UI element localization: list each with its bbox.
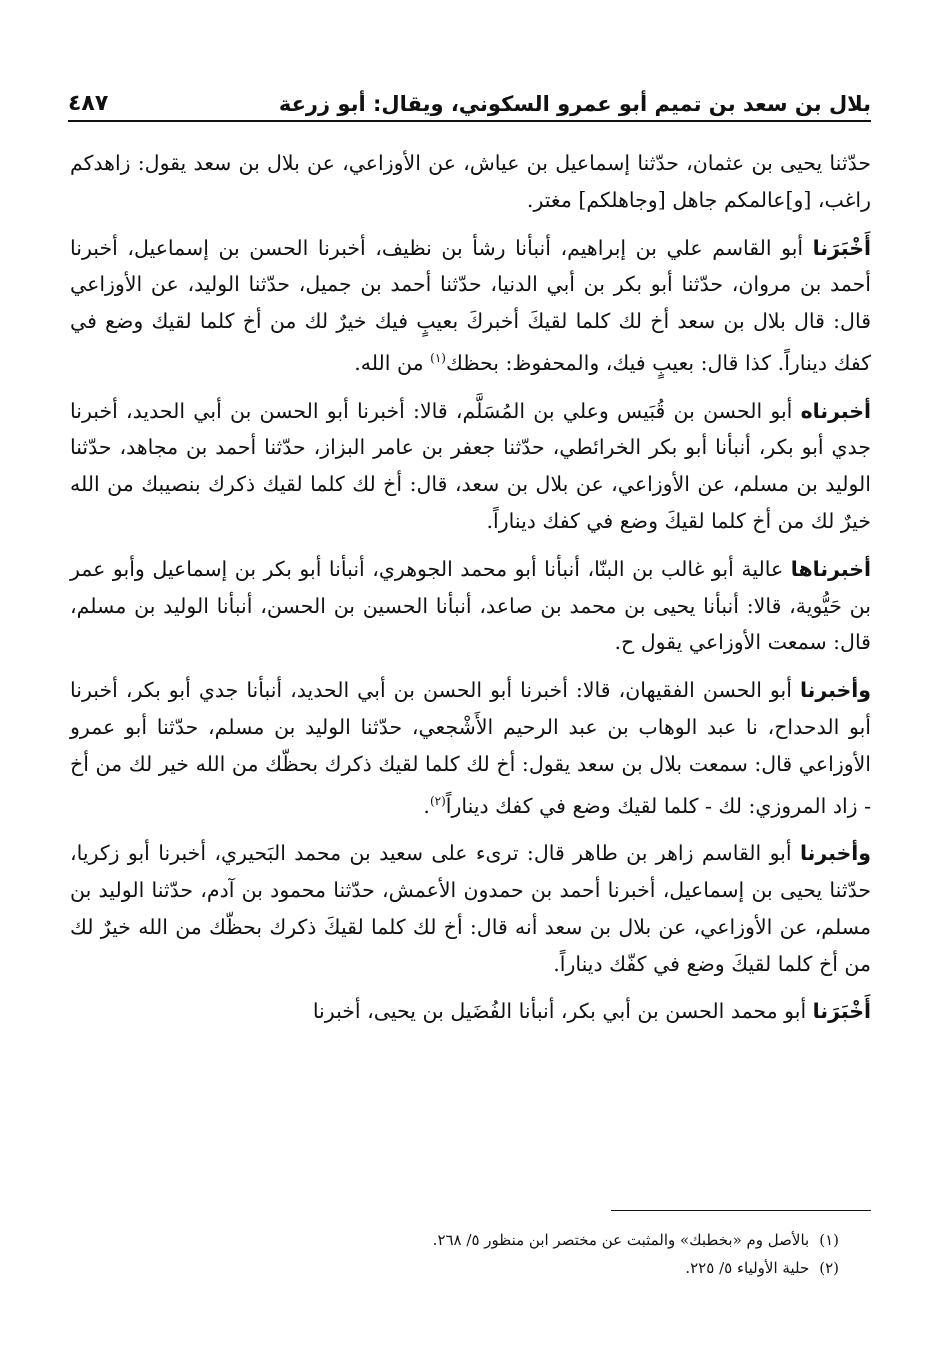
footnote [70, 1226, 839, 1254]
paragraph-lead-word: وأخبرنا [799, 841, 871, 866]
paragraph [70, 145, 871, 219]
paragraph-text: أبو الحسن الفقيهان، قالا: أخبرنا أبو الحسن بن أبي الحديد، أنبأنا جدي أبو بكر، أخبرنا أبو الدحداح، نا عبد الوهاب بن عبد الرحيم الأَشْجعي، حدّثنا الوليد بن مسلم، حدّثنا أبو عمرو الأوزاعي قال: سمعت بلال بن سعد يقول: أخ لك كلما لقيك ذكرك بحظّك من الله خير لك من أخ - زاد المروزي: لك - كلما لقيك وضع في كفك ديناراً [70, 678, 871, 818]
footnotes [70, 1226, 839, 1282]
paragraph-lead-word: أخبرناها [790, 556, 871, 581]
footnote-marker: (٢) [429, 793, 446, 808]
paragraph-tail: . [423, 793, 430, 818]
paragraph-tail: من الله. [354, 350, 431, 375]
paragraph-text: أبو القاسم زاهر بن طاهر قال: ترىء على سعيد بن محمد البَحيري، أخبرنا أبو زكريا، حدّثنا يحيى بن إسماعيل، أخبرنا أحمد بن حمدون الأعمش، حدّثنا محمود بن آدم، حدّثنا الوليد بن مسلم، عن الأوزاعي، عن بلال بن سعد أنه قال: أخ لك كلما لقيكَ ذكرك بحظّك من الله خيرٌ لك من أخ كلما لقيكَ وضع في كفّك ديناراً. [70, 841, 871, 976]
paragraph [70, 672, 871, 824]
footnote-divider [611, 1210, 871, 1211]
paragraph [70, 551, 871, 661]
paragraph-lead-word: أَخْبَرَنا [812, 999, 871, 1024]
footnote-number: (٢) [819, 1259, 839, 1277]
footnote [70, 1254, 839, 1282]
page-number: ٤٨٧ [68, 91, 109, 116]
paragraph-text: أبو القاسم علي بن إبراهيم، أنبأنا رشأ بن نظيف، أخبرنا الحسن بن إسماعيل، أخبرنا أحمد بن مروان، حدّثنا أبو بكر بن أبي الدنيا، حدّثنا أحمد بن جميل، حدّثنا الوليد، عن الأوزاعي قال: قال بلال بن سعد أخ لك كلما لقيكَ أخبركَ بعيبٍ فيك خيرٌ لك من أخ كلما لقيك وضع في كفك ديناراً. كذا قال: بعيبٍ فيك، والمحفوظ: بحظك [70, 235, 871, 375]
footnote-marker: (١) [430, 350, 446, 365]
paragraph [70, 230, 871, 382]
paragraph-lead-word: أخبرناه [800, 398, 871, 423]
paragraph-text: أبو الحسن بن قُبَيس وعلي بن المُسَلَّم، قالا: أخبرنا أبو الحسن بن أبي الحديد، أخبرنا جدي أبو بكر، أنبأنا أبو بكر الخرائطي، حدّثنا جعفر بن عامر البزاز، حدّثنا أحمد بن مجاهد، حدّثنا الوليد بن مسلم، عن الأوزاعي، عن بلال بن سعد، قال: أخ لك كلما لقيك ذكرك بنصيبك من الله خيرٌ لك من أخ كلما لقيكَ وضع في كفك ديناراً. [70, 398, 871, 533]
paragraph-lead-word: وأخبرنا [799, 678, 871, 703]
paragraph [70, 835, 871, 982]
paragraph-lead-word: أَخْبَرَنا [812, 235, 871, 260]
paragraph-text: أبو محمد الحسن بن أبي بكر، أنبأنا الفُضَيل بن يحيى، أخبرنا [312, 999, 813, 1024]
footnote-text: حلية الأولياء ٥/ ٢٢٥. [685, 1259, 810, 1277]
footnote-number: (١) [819, 1231, 839, 1249]
main-text [70, 145, 871, 1041]
paragraph-text: عالية أبو غالب بن البنّا، أنبأنا أبو محمد الجوهري، أنبأنا أبو بكر بن إسماعيل وأبو عمر بن حَيُّوية، قالا: أنبأنا يحيى بن محمد بن صاعد، أنبأنا الحسين بن الحسن، أنبأنا الوليد بن مسلم، قال: سمعت الأوزاعي يقول ح. [70, 556, 871, 655]
running-title: بلال بن سعد بن تميم أبو عمرو السكوني، ويقال: أبو زرعة [278, 92, 871, 116]
footnote-text: بالأصل وم «بخطبك» والمثبت عن مختصر ابن منظور ٥/ ٢٦٨. [432, 1231, 810, 1249]
paragraph [70, 393, 871, 540]
paragraph-text: حدّثنا يحيى بن عثمان، حدّثنا إسماعيل بن عياش، عن الأوزاعي، عن بلال بن سعد يقول: زاهدكم راغب، [و]عالمكم جاهل [وجاهلكم] مغتر. [70, 151, 871, 212]
paragraph [70, 993, 871, 1030]
page-header [68, 76, 871, 122]
